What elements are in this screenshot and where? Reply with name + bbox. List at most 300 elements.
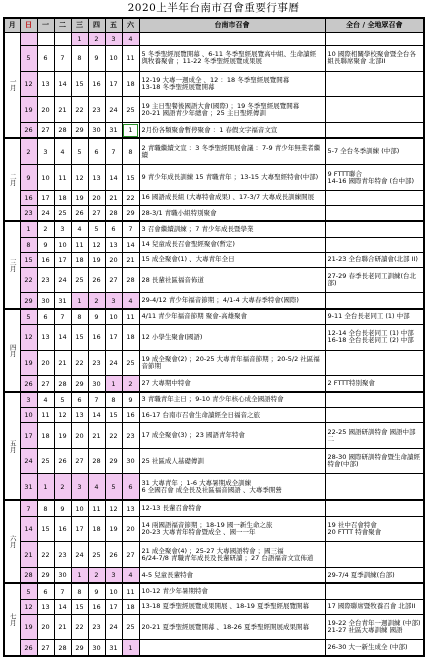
local-events: 3 召會繼續訓練 ；7 青少年成長暨學業 <box>139 221 325 237</box>
day-cell[interactable]: 14 <box>20 516 37 542</box>
day-cell[interactable]: 23 <box>88 614 105 640</box>
day-cell[interactable]: 13 <box>37 599 54 614</box>
day-cell[interactable]: 17 <box>71 516 88 542</box>
day-cell[interactable]: 30 <box>54 568 71 584</box>
day-cell[interactable]: 24 <box>37 205 54 221</box>
day-cell[interactable]: 17 <box>20 423 37 449</box>
day-cell[interactable]: 18 <box>88 516 105 542</box>
day-cell[interactable]: 20 <box>37 97 54 123</box>
week-row <box>4 46 424 72</box>
day-cell[interactable]: 23 <box>88 97 105 123</box>
day-cell[interactable]: 16 <box>122 408 139 423</box>
day-cell[interactable]: 17 <box>54 252 71 267</box>
day-cell[interactable]: 4 <box>122 293 139 309</box>
day-cell[interactable]: 19 <box>20 97 37 123</box>
day-cell[interactable]: 16 <box>88 599 105 614</box>
day-cell[interactable]: 4 <box>71 221 88 237</box>
day-cell[interactable]: 20 <box>37 350 54 376</box>
header-month: 月 <box>4 18 20 32</box>
day-cell[interactable]: 8 <box>37 500 54 516</box>
day-cell[interactable]: 6 <box>37 583 54 599</box>
day-cell[interactable]: 5 <box>88 221 105 237</box>
header-national: 全台 / 全地眾召會 <box>325 18 424 32</box>
day-cell[interactable]: 1 <box>20 221 37 237</box>
day-cell[interactable]: 22 <box>71 614 88 640</box>
day-cell[interactable]: 5 <box>20 46 37 72</box>
local-events: 10-12 青少年暑期特會 <box>139 583 325 599</box>
day-cell[interactable]: 29 <box>20 293 37 309</box>
local-events: 16 國語成長組 (大專特會成果) 、17-3/7 大專成長訓練開展 <box>139 190 325 205</box>
local-events: 15 成全聚會(1) 、大專青年全日 <box>139 252 325 267</box>
day-cell[interactable]: 12 <box>71 165 88 191</box>
day-cell[interactable]: 26 <box>54 448 71 474</box>
day-cell[interactable]: 13 <box>122 500 139 516</box>
day-cell[interactable]: 6 <box>37 46 54 72</box>
day-cell[interactable]: 7 <box>20 500 37 516</box>
day-cell[interactable]: 27 <box>122 542 139 568</box>
day-cell[interactable]: 13 <box>37 325 54 351</box>
national-events <box>325 221 424 237</box>
day-cell[interactable]: 24 <box>105 350 122 376</box>
day-cell[interactable]: 1 <box>71 32 88 46</box>
day-cell[interactable]: 23 <box>54 542 71 568</box>
week-row <box>4 71 424 97</box>
week-row <box>4 614 424 640</box>
week-row <box>4 568 424 584</box>
day-cell[interactable]: 4 <box>122 568 139 584</box>
day-cell[interactable]: 9 <box>20 165 37 191</box>
day-cell[interactable]: 15 <box>20 252 37 267</box>
national-events: 5-7 全台冬季訓練 (中部) <box>325 138 424 164</box>
day-cell[interactable]: 5 <box>71 138 88 164</box>
day-cell[interactable]: 21 <box>105 190 122 205</box>
day-cell[interactable]: 12 <box>105 500 122 516</box>
day-cell[interactable]: 12 <box>88 237 105 252</box>
day-cell[interactable]: 21 <box>88 423 105 449</box>
calendar-table <box>3 17 425 657</box>
day-cell[interactable]: 28 <box>54 640 71 656</box>
day-cell[interactable]: 20 <box>71 423 88 449</box>
day-cell[interactable]: 2 <box>122 376 139 392</box>
day-cell[interactable]: 29 <box>122 205 139 221</box>
day-cell[interactable]: 13 <box>71 408 88 423</box>
day-cell[interactable]: 2 <box>54 474 71 500</box>
day-cell[interactable]: 17 <box>105 325 122 351</box>
day-cell[interactable]: 14 <box>88 408 105 423</box>
day-cell[interactable]: 26 <box>20 376 37 392</box>
day-cell[interactable]: 1 <box>122 123 139 139</box>
day-cell[interactable]: 31 <box>105 640 122 656</box>
day-cell[interactable]: 26 <box>105 542 122 568</box>
day-cell[interactable]: 6 <box>37 309 54 325</box>
month-label: 三月 <box>4 221 20 308</box>
day-cell[interactable]: 25 <box>88 542 105 568</box>
day-cell[interactable]: 8 <box>71 583 88 599</box>
local-events: 9 青少年成長訓練 15 青職青年 ；13-15 大專聖經特會(中部) <box>139 165 325 191</box>
day-cell[interactable]: 12 <box>54 408 71 423</box>
day-cell[interactable]: 9 <box>88 46 105 72</box>
national-events: 26-30 大一新生成全 (中部) <box>325 640 424 656</box>
day-cell[interactable]: 3 <box>54 221 71 237</box>
day-cell[interactable]: 7 <box>88 392 105 408</box>
day-cell[interactable]: 23 <box>122 423 139 449</box>
month-label: 四月 <box>4 309 20 392</box>
header-day-thu: 四 <box>88 18 105 32</box>
national-events: 9-11 全台長老同工 (1) 中部 <box>325 309 424 325</box>
day-cell[interactable]: 5 <box>54 392 71 408</box>
week-row <box>4 293 424 309</box>
local-events: 28-3/1 青職小組特別聚會 <box>139 205 325 221</box>
day-cell[interactable]: 3 <box>105 568 122 584</box>
header-day-sat: 六 <box>122 18 139 32</box>
day-cell[interactable]: 10 <box>37 165 54 191</box>
day-cell[interactable]: 16 <box>20 190 37 205</box>
week-row <box>4 97 424 123</box>
day-cell[interactable]: 26 <box>20 640 37 656</box>
day-cell[interactable]: 18 <box>122 71 139 97</box>
day-cell[interactable]: 10 <box>71 500 88 516</box>
week-row <box>4 500 424 516</box>
month-label: 五月 <box>4 392 20 501</box>
day-cell[interactable]: 10 <box>54 237 71 252</box>
day-cell[interactable]: 18 <box>37 423 54 449</box>
day-cell[interactable]: 16 <box>54 516 71 542</box>
day-cell[interactable]: 30 <box>37 293 54 309</box>
day-cell[interactable]: 2 <box>37 221 54 237</box>
national-events: 29-7/4 夏季訓練(台部) <box>325 568 424 584</box>
day-cell[interactable]: 27 <box>37 640 54 656</box>
local-events: 28 長輩社區福音佈道 <box>139 267 325 293</box>
day-cell[interactable]: 21 <box>54 97 71 123</box>
day-cell[interactable]: 27 <box>37 376 54 392</box>
day-cell[interactable]: 19 <box>20 350 37 376</box>
day-cell[interactable]: 10 <box>105 309 122 325</box>
day-cell[interactable]: 16 <box>88 71 105 97</box>
day-cell[interactable]: 10 <box>105 583 122 599</box>
day-cell[interactable]: 29 <box>71 376 88 392</box>
day-cell[interactable]: 1 <box>105 376 122 392</box>
day-cell[interactable]: 29 <box>105 448 122 474</box>
day-cell[interactable]: 26 <box>71 205 88 221</box>
day-cell[interactable]: 8 <box>20 237 37 252</box>
week-row <box>4 325 424 351</box>
day-cell[interactable]: 29 <box>71 640 88 656</box>
day-cell[interactable]: 30 <box>88 376 105 392</box>
local-events: 13-18 夏季聖經展覽成果開展 、18-19 夏季聖經展覽開幕 <box>139 599 325 614</box>
local-events: 29-4/12 青少年福音節期 ；4/1-4 大專春季特會(國際) <box>139 293 325 309</box>
day-cell[interactable]: 30 <box>122 448 139 474</box>
day-cell[interactable]: 4 <box>54 138 71 164</box>
day-cell[interactable]: 11 <box>122 46 139 72</box>
day-cell[interactable]: 3 <box>37 138 54 164</box>
national-events <box>325 500 424 516</box>
day-cell[interactable]: 30 <box>88 640 105 656</box>
day-cell[interactable]: 2 <box>88 293 105 309</box>
day-cell[interactable]: 7 <box>54 583 71 599</box>
header-day-sun: 日 <box>20 18 37 32</box>
day-cell[interactable]: 7 <box>105 138 122 164</box>
day-cell[interactable]: 9 <box>54 500 71 516</box>
day-cell[interactable]: 8 <box>105 392 122 408</box>
day-cell[interactable]: 8 <box>122 138 139 164</box>
day-cell[interactable]: 9 <box>88 309 105 325</box>
day-cell[interactable]: 22 <box>37 542 54 568</box>
day-cell[interactable]: 25 <box>122 614 139 640</box>
day-cell[interactable]: 28 <box>54 376 71 392</box>
national-events: 10 國際相關學校聚會暨全台各組長聯席聚會 北部II <box>325 46 424 72</box>
day-cell[interactable]: 3 <box>71 474 88 500</box>
day-cell[interactable]: 21 <box>122 252 139 267</box>
day-cell[interactable]: 6 <box>105 221 122 237</box>
week-row <box>4 408 424 423</box>
day-cell[interactable]: 12 <box>20 599 37 614</box>
day-cell[interactable]: 22 <box>20 267 37 293</box>
day-cell[interactable]: 27 <box>105 267 122 293</box>
day-cell[interactable]: 10 <box>105 46 122 72</box>
day-cell[interactable]: 31 <box>105 123 122 139</box>
local-events: 21 成全聚會(4) ；25-27 大專國語特會 ；國三福 6/24-7/8 青職青年成長及長輩研讀 ；27 台語福音文宣佈道 <box>139 542 325 568</box>
day-cell[interactable]: 24 <box>54 267 71 293</box>
national-events: 19 社中召會特會 20 FTTT 特會聚會 <box>325 516 424 542</box>
day-cell[interactable] <box>54 32 71 46</box>
day-cell[interactable] <box>37 32 54 46</box>
national-events <box>325 474 424 500</box>
day-cell[interactable]: 13 <box>88 165 105 191</box>
day-cell[interactable]: 9 <box>122 392 139 408</box>
day-cell[interactable]: 25 <box>54 205 71 221</box>
day-cell[interactable]: 19 <box>54 423 71 449</box>
day-cell[interactable]: 1 <box>122 640 139 656</box>
day-cell[interactable]: 19 <box>88 252 105 267</box>
day-cell[interactable]: 26 <box>20 123 37 139</box>
local-events: 14 兒童成長召會聖經聚會(暫定) <box>139 237 325 252</box>
day-cell[interactable]: 24 <box>105 97 122 123</box>
day-cell[interactable]: 3 <box>20 392 37 408</box>
day-cell[interactable]: 14 <box>54 599 71 614</box>
day-cell[interactable]: 28 <box>54 123 71 139</box>
header-day-tue: 二 <box>54 18 71 32</box>
local-events: 31 大專青年 ；1-6 大專暑期成全訓練 6 全國召會 成全長及社區福音國語 、大專季開營 <box>139 474 325 500</box>
day-cell[interactable]: 7 <box>54 309 71 325</box>
day-cell[interactable]: 20 <box>88 190 105 205</box>
day-cell[interactable]: 2 <box>20 138 37 164</box>
day-cell[interactable]: 27 <box>88 205 105 221</box>
day-cell[interactable]: 19 <box>71 190 88 205</box>
national-events: 2 FTTT特別聚會 <box>325 376 424 392</box>
national-events: 27-29 春季長老同工訓練(台北部) <box>325 267 424 293</box>
local-events: 4-5 兒童長輩特會 <box>139 568 325 584</box>
day-cell[interactable]: 21 <box>20 542 37 568</box>
day-cell[interactable]: 22 <box>71 97 88 123</box>
day-cell[interactable]: 25 <box>71 267 88 293</box>
local-events <box>139 32 325 46</box>
day-cell[interactable]: 20 <box>37 614 54 640</box>
day-cell[interactable]: 21 <box>54 350 71 376</box>
day-cell[interactable]: 1 <box>71 293 88 309</box>
day-cell[interactable]: 15 <box>71 325 88 351</box>
national-events <box>325 293 424 309</box>
day-cell[interactable]: 2 <box>88 568 105 584</box>
day-cell[interactable]: 17 <box>37 190 54 205</box>
week-row <box>4 599 424 614</box>
day-cell[interactable]: 4 <box>88 474 105 500</box>
day-cell[interactable]: 27 <box>71 448 88 474</box>
day-cell[interactable]: 14 <box>122 237 139 252</box>
day-cell[interactable]: 20 <box>122 516 139 542</box>
day-cell[interactable]: 28 <box>122 267 139 293</box>
day-cell[interactable]: 24 <box>20 448 37 474</box>
day-cell[interactable]: 27 <box>37 123 54 139</box>
day-cell[interactable]: 3 <box>105 32 122 46</box>
day-cell[interactable]: 31 <box>20 474 37 500</box>
day-cell[interactable]: 10 <box>20 408 37 423</box>
day-cell[interactable]: 4 <box>37 392 54 408</box>
week-row <box>4 165 424 191</box>
day-cell[interactable]: 15 <box>105 408 122 423</box>
local-events: 12 小學生聚會(國語) <box>139 325 325 351</box>
week-row <box>4 448 424 474</box>
day-cell[interactable]: 7 <box>54 46 71 72</box>
day-cell[interactable]: 9 <box>37 237 54 252</box>
day-cell[interactable]: 11 <box>37 408 54 423</box>
local-events <box>139 640 325 656</box>
day-cell[interactable] <box>20 32 37 46</box>
national-events: 17 國際聯席暨牧養召會 北部II <box>325 599 424 614</box>
local-events: 16-17 台南市召會生命讀經全日福音之旅 <box>139 408 325 423</box>
national-events <box>325 32 424 46</box>
day-cell[interactable]: 22 <box>105 423 122 449</box>
day-cell[interactable]: 20 <box>105 252 122 267</box>
national-events <box>325 205 424 221</box>
day-cell[interactable]: 23 <box>20 205 37 221</box>
week-row <box>4 221 424 237</box>
day-cell[interactable]: 26 <box>88 267 105 293</box>
day-cell[interactable]: 6 <box>88 138 105 164</box>
week-row <box>4 32 424 46</box>
day-cell[interactable]: 23 <box>88 350 105 376</box>
day-cell[interactable]: 18 <box>54 190 71 205</box>
national-events: 19-22 全台青年一週訓練 (中部) 21-27 社區大專訓練 國語 <box>325 614 424 640</box>
day-cell[interactable]: 28 <box>105 205 122 221</box>
day-cell[interactable]: 17 <box>105 71 122 97</box>
day-cell[interactable]: 3 <box>105 293 122 309</box>
day-cell[interactable]: 29 <box>37 568 54 584</box>
day-cell[interactable]: 11 <box>54 165 71 191</box>
month-label: 七月 <box>4 583 20 656</box>
day-cell[interactable]: 9 <box>88 583 105 599</box>
day-cell[interactable]: 25 <box>122 97 139 123</box>
week-row <box>4 190 424 205</box>
day-cell[interactable]: 5 <box>20 309 37 325</box>
week-row <box>4 138 424 164</box>
month-label: 一月 <box>4 32 20 138</box>
day-cell[interactable]: 23 <box>37 267 54 293</box>
day-cell[interactable]: 13 <box>37 71 54 97</box>
week-row <box>4 350 424 376</box>
day-cell[interactable]: 25 <box>37 448 54 474</box>
day-cell[interactable]: 30 <box>88 123 105 139</box>
week-row <box>4 583 424 599</box>
day-cell[interactable]: 11 <box>122 309 139 325</box>
day-cell[interactable]: 18 <box>122 325 139 351</box>
header-day-fri: 五 <box>105 18 122 32</box>
day-cell[interactable]: 11 <box>71 237 88 252</box>
day-cell[interactable]: 13 <box>105 237 122 252</box>
local-events: 27 大專期中特會 <box>139 376 325 392</box>
day-cell[interactable]: 1 <box>71 568 88 584</box>
day-cell[interactable]: 15 <box>122 165 139 191</box>
day-cell[interactable]: 15 <box>71 599 88 614</box>
day-cell[interactable]: 19 <box>20 614 37 640</box>
day-cell[interactable]: 22 <box>122 190 139 205</box>
week-row <box>4 267 424 293</box>
week-row <box>4 474 424 500</box>
day-cell[interactable]: 8 <box>71 46 88 72</box>
national-events <box>325 583 424 599</box>
week-row <box>4 252 424 267</box>
day-cell[interactable]: 16 <box>37 252 54 267</box>
day-cell[interactable]: 12 <box>20 325 37 351</box>
day-cell[interactable]: 18 <box>71 252 88 267</box>
day-cell[interactable]: 21 <box>54 614 71 640</box>
day-cell[interactable]: 15 <box>37 516 54 542</box>
national-events <box>325 392 424 408</box>
day-cell[interactable]: 12 <box>20 71 37 97</box>
day-cell[interactable]: 2 <box>88 32 105 46</box>
day-cell[interactable]: 25 <box>122 350 139 376</box>
day-cell[interactable]: 28 <box>88 448 105 474</box>
day-cell[interactable]: 5 <box>105 474 122 500</box>
local-events: 12-19 大專一週成全 、12 ：18 冬季聖經展覽開幕 13-18 冬季聖經展覽開幕 <box>139 71 325 97</box>
day-cell[interactable]: 7 <box>122 221 139 237</box>
local-events: 12-13 長輩召會特會 <box>139 500 325 516</box>
header-day-wed: 三 <box>71 18 88 32</box>
day-cell[interactable]: 6 <box>71 392 88 408</box>
day-cell[interactable]: 18 <box>122 599 139 614</box>
day-cell[interactable]: 11 <box>122 583 139 599</box>
day-cell[interactable]: 4 <box>122 32 139 46</box>
day-cell[interactable]: 31 <box>54 293 71 309</box>
day-cell[interactable]: 17 <box>105 599 122 614</box>
national-events <box>325 123 424 139</box>
month-label: 二月 <box>4 138 20 221</box>
national-events: 21-23 全台聯合研讀會(北部 II) <box>325 252 424 267</box>
week-row <box>4 542 424 568</box>
day-cell[interactable]: 15 <box>71 71 88 97</box>
day-cell[interactable]: 5 <box>20 583 37 599</box>
day-cell[interactable]: 28 <box>20 568 37 584</box>
week-row <box>4 392 424 408</box>
day-cell[interactable]: 14 <box>54 325 71 351</box>
day-cell[interactable]: 14 <box>54 71 71 97</box>
day-cell[interactable]: 11 <box>88 500 105 516</box>
day-cell[interactable]: 19 <box>105 516 122 542</box>
day-cell[interactable]: 24 <box>105 614 122 640</box>
day-cell[interactable]: 16 <box>88 325 105 351</box>
national-events <box>325 237 424 252</box>
local-events: 14 兩國語福音節期 ；18-19 國一新生命之旅 20-23 大專青年特會暨成全 、國一一年 <box>139 516 325 542</box>
local-events: 25 社區成人基礎傳訓 <box>139 448 325 474</box>
day-cell[interactable]: 22 <box>71 350 88 376</box>
page-title: 2020上半年台南市召會重要行事曆 <box>127 2 300 14</box>
day-cell[interactable]: 29 <box>71 123 88 139</box>
day-cell[interactable]: 1 <box>37 474 54 500</box>
day-cell[interactable]: 8 <box>71 309 88 325</box>
day-cell[interactable]: 6 <box>122 474 139 500</box>
day-cell[interactable]: 24 <box>71 542 88 568</box>
week-row <box>4 205 424 221</box>
day-cell[interactable]: 14 <box>105 165 122 191</box>
